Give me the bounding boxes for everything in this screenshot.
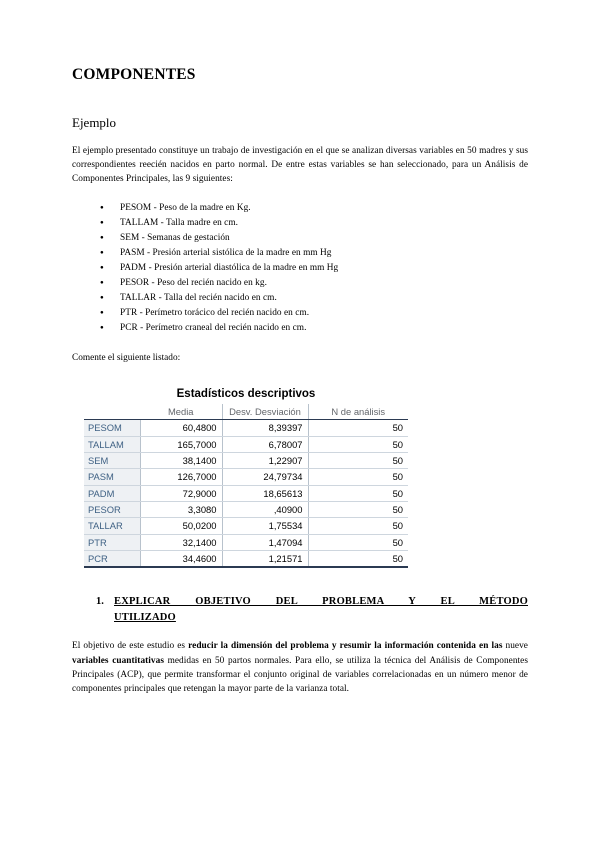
- row-label: TALLAM: [84, 436, 140, 452]
- question-text-line1: EXPLICAR OBJETIVO DEL PROBLEMA Y EL MÉTODO: [114, 596, 528, 608]
- cell-media: 165,7000: [140, 436, 222, 452]
- table-row: [84, 501, 408, 517]
- document-content: [72, 66, 528, 710]
- cell-media: 38,1400: [140, 452, 222, 468]
- column-header-media: Media: [140, 404, 222, 420]
- cell-n: 50: [308, 452, 408, 468]
- cell-desviacion: 8,39397: [222, 420, 308, 436]
- table-corner-cell: [84, 404, 140, 420]
- cell-media: 72,9000: [140, 485, 222, 501]
- cell-n: 50: [308, 469, 408, 485]
- row-label: PCR: [84, 551, 140, 568]
- table-header-row: [84, 404, 408, 420]
- descriptive-statistics-table-wrapper: [84, 388, 408, 568]
- cell-media: 126,7000: [140, 469, 222, 485]
- answer-part3: medidas en 50 partos normales. Para ello, se utiliza la técnica del Análisis de Componentes Principales (ACP), que permite transformar el conjunto original de variables correlacionadas en un número menor de componentes principales que retengan la mayor parte de la varianza total.: [72, 655, 528, 694]
- cell-media: 50,0200: [140, 518, 222, 534]
- section-heading: Ejemplo: [72, 114, 117, 130]
- page-title: COMPONENTES: [72, 66, 196, 83]
- cell-n: 50: [308, 485, 408, 501]
- answer-part2: nueve: [502, 641, 528, 652]
- cell-n: 50: [308, 518, 408, 534]
- cell-n: 50: [308, 534, 408, 550]
- table-body: [84, 420, 408, 568]
- list-item: ● SEM - Semanas de gestación: [100, 231, 528, 246]
- row-label: PESOM: [84, 420, 140, 436]
- answer-paragraph: [72, 639, 528, 696]
- row-label: PADM: [84, 485, 140, 501]
- list-item: ● PADM - Presión arterial diastólica de la madre en mm Hg: [100, 261, 528, 276]
- table-row: [84, 551, 408, 568]
- cell-desviacion: 6,78007: [222, 436, 308, 452]
- table-header: [84, 404, 408, 420]
- cell-desviacion: 24,79734: [222, 469, 308, 485]
- row-label: PASM: [84, 469, 140, 485]
- list-item: ● PCR - Perímetro craneal del recién nacido en cm.: [100, 321, 528, 336]
- lead-in-text: Comente el siguiente listado:: [72, 352, 181, 363]
- list-item: ● PESOM - Peso de la madre en Kg.: [100, 201, 528, 216]
- cell-n: 50: [308, 420, 408, 436]
- intro-paragraph: El ejemplo presentado constituye un trabajo de investigación en el que se analizan diversas variables en 50 madres y sus correspondientes reecién nacidos en parto normal. De entre estas variables se han seleccionado, para un Análisis de Componentes Principales, las 9 siguientes:: [72, 146, 528, 185]
- column-header-desviacion: Desv. Desviación: [222, 404, 308, 420]
- list-item: ● TALLAM - Talla madre en cm.: [100, 216, 528, 231]
- cell-n: 50: [308, 436, 408, 452]
- variable-list: [72, 201, 528, 336]
- answer-bold2: variables cuantitativas: [72, 655, 164, 666]
- table-title: Estadísticos descriptivos: [176, 387, 316, 400]
- row-label: SEM: [84, 452, 140, 468]
- row-label: PTR: [84, 534, 140, 550]
- cell-n: 50: [308, 551, 408, 568]
- cell-desviacion: 1,21571: [222, 551, 308, 568]
- question-text: [114, 594, 528, 625]
- row-label: TALLAR: [84, 518, 140, 534]
- table-row: [84, 436, 408, 452]
- cell-desviacion: 1,75534: [222, 518, 308, 534]
- cell-media: 60,4800: [140, 420, 222, 436]
- cell-n: 50: [308, 501, 408, 517]
- list-item: ● PASM - Presión arterial sistólica de la madre en mm Hg: [100, 246, 528, 261]
- list-item: ● PESOR - Peso del recién nacido en kg.: [100, 276, 528, 291]
- list-item: ● PTR - Perímetro torácico del recién nacido en cm.: [100, 306, 528, 321]
- question-text-line2: UTILIZADO: [114, 611, 176, 623]
- cell-desviacion: 18,65613: [222, 485, 308, 501]
- table-row: [84, 469, 408, 485]
- answer-bold1: reducir la dimensión del problema y resumir la información contenida en las: [188, 641, 503, 652]
- cell-media: 3,3080: [140, 501, 222, 517]
- cell-desviacion: 1,47094: [222, 534, 308, 550]
- column-header-n: N de análisis: [308, 404, 408, 420]
- answer-part1: El objetivo de este estudio es: [72, 641, 189, 652]
- table-row: [84, 534, 408, 550]
- cell-desviacion: ,40900: [222, 501, 308, 517]
- question-heading: [72, 594, 528, 625]
- table-row: [84, 420, 408, 436]
- cell-desviacion: 1,22907: [222, 452, 308, 468]
- list-item: ● TALLAR - Talla del recién nacido en cm.: [100, 291, 528, 306]
- row-label: PESOR: [84, 501, 140, 517]
- table-row: [84, 518, 408, 534]
- question-number: 1.: [96, 596, 104, 608]
- cell-media: 32,1400: [140, 534, 222, 550]
- table-row: [84, 485, 408, 501]
- descriptive-statistics-table: [84, 404, 408, 568]
- cell-media: 34,4600: [140, 551, 222, 568]
- table-row: [84, 452, 408, 468]
